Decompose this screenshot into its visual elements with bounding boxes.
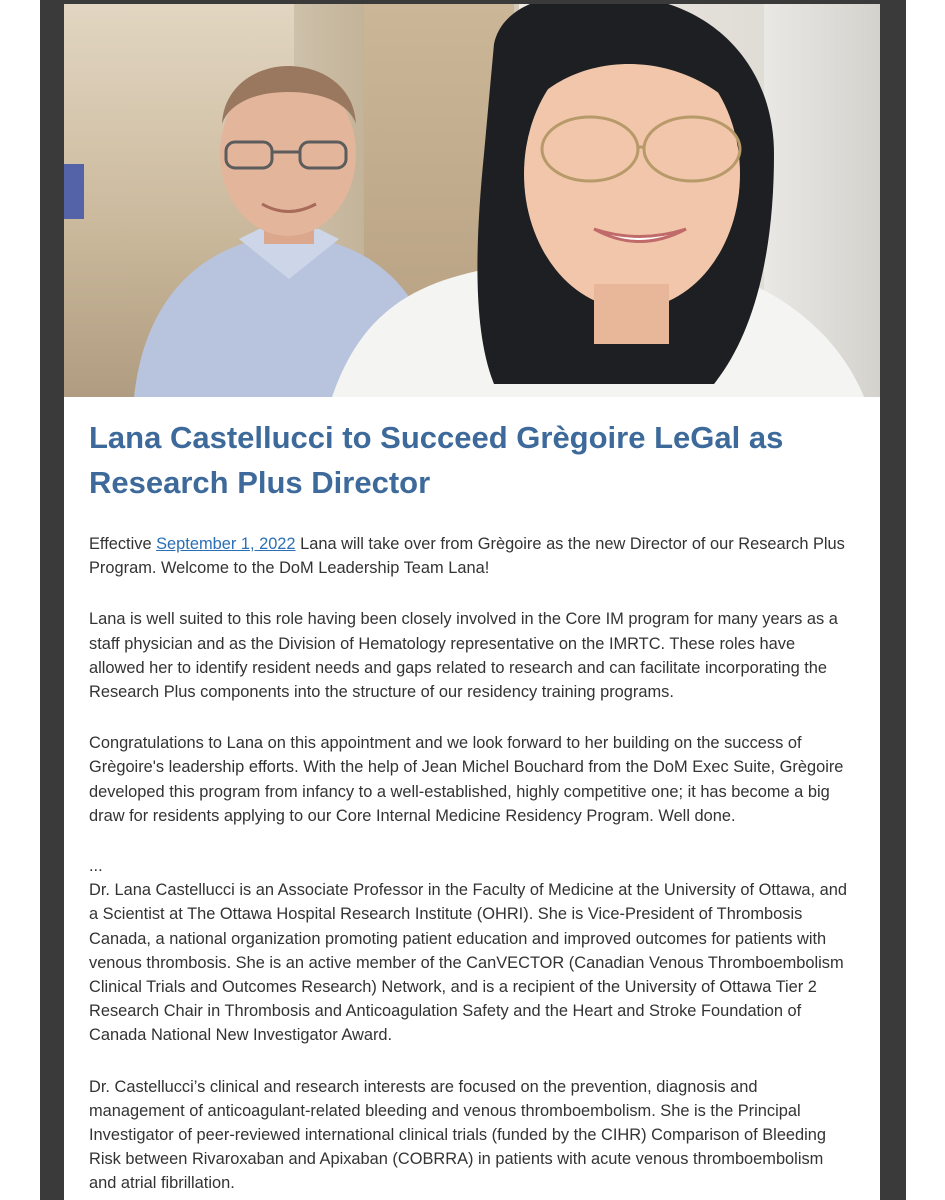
article-body xyxy=(64,415,880,1196)
research-paragraph: Dr. Castellucci’s clinical and research interests are focused on the prevention, diagnosis and management of anticoagulant-related bleeding and venous thromboembolism. She is the Principal Investigator of peer-reviewed international clinical trials (funded by the CIHR) Comparison of Bleeding Risk between Rivaroxaban and Apixaban (COBRRA) in patients with acute venous thromboembolism and atrial fibrillation. xyxy=(89,1077,827,1193)
header-photo xyxy=(64,4,880,397)
intro-text-start: Effective xyxy=(89,535,157,553)
bio-paragraph: Dr. Lana Castellucci is an Associate Professor in the Faculty of Medicine at the University of Ottawa, and a Scientist at The Ottawa Hospital Research Institute (OHRI). She is Vice-President of Thrombosis Canada, a national organization promoting patient education and improved outcomes for patients with venous thrombosis. She is an active member of the CanVECTOR (Canadian Venous Thromboembolism Clinical Trials and Outcomes Research) Network, and is a recipient of the University of Ottawa Tier 2 Research Chair in Thrombosis and Anticoagulation Safety and the Heart and Stroke Foundation of Canada National New Investigator Award. xyxy=(89,881,847,1045)
newsletter-card xyxy=(64,4,880,1200)
congratulations-paragraph: Congratulations to Lana on this appointment and we look forward to her building on the success of Grègoire's leadership efforts. With the help of Jean Michel Bouchard from the DoM Exec Suite, Grègoire developed this program from infancy to a well-established, highly competitive one; it has become a big draw for residents applying to our Core Internal Medicine Residency Program. Well done. xyxy=(89,734,844,825)
date-link[interactable]: September 1, 2022 xyxy=(156,535,296,553)
portrait-illustration xyxy=(64,4,880,397)
role-paragraph: Lana is well suited to this role having been closely involved in the Core IM program for many years as a staff physician and as the Division of Hematology representative on the IMRTC. These roles have allowed her to identify resident needs and gaps related to research and can facilitate incorporating the Research Plus components into the structure of our residency training programs. xyxy=(89,610,838,702)
ellipsis-separator: ... xyxy=(89,857,103,876)
intro-text-end: Lana will take over from Grègoire as the new Director of our Research Plus Program. Welcome to the DoM Leadership Team Lana! xyxy=(89,535,845,578)
article-title: Lana Castellucci to Succeed Grègoire LeGal as Research Plus Director xyxy=(89,420,784,500)
intro-paragraph xyxy=(89,532,855,580)
